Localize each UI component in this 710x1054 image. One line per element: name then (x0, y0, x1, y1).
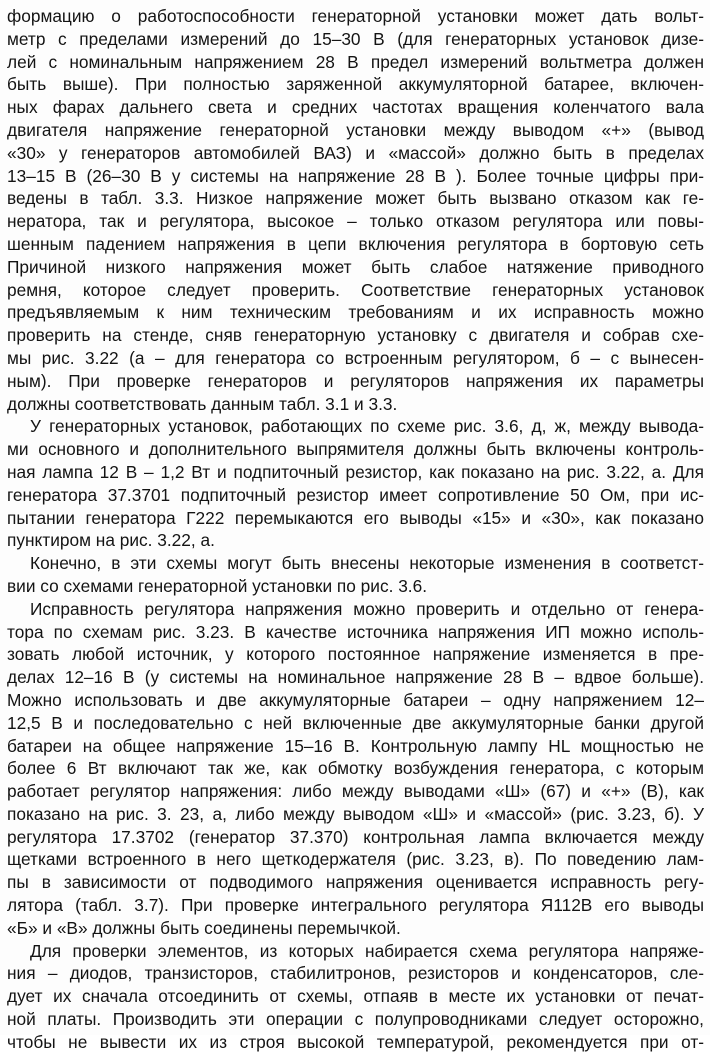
text-line: генератора 37.3701 подпиточный резистор имеет сопротивление 50 Ом, при ис- (7, 484, 704, 505)
paragraph (7, 5, 704, 415)
text-line: пы в зависимости от подводимого напряжения оценивается исправность регу- (7, 872, 704, 893)
text-line: делах 12–16 В (у системы на номинальное напряжение 28 В – вдвое больше). (7, 667, 704, 688)
text-line: 12,5 В и последовательно с ней включенные две аккумуляторные банки другой (7, 712, 704, 733)
text-line: метр с пределами измерений до 15–30 В (для генераторных установок дизе- (7, 28, 704, 49)
text-line: Исправность регулятора напряжения можно проверить и отдельно от генера- (30, 598, 704, 619)
text-line: Причиной низкого напряжения может быть слабое натяжение приводного (7, 256, 704, 277)
text-line: формацию о работоспособности генераторной установки может дать вольт- (7, 6, 704, 26)
text-line: чтобы не вывести их из строя высокой температурой, рекомендуется при от- (7, 1031, 704, 1052)
text-line: более 6 Вт включают так же, как обмотку возбуждения генератора, с которым (7, 758, 704, 779)
text-line: пунктиром на рис. 3.22, а. (7, 530, 215, 551)
paragraph (7, 552, 704, 598)
text-line: ния – диодов, транзисторов, стабилитронов, резисторов и конденсаторов, сле- (7, 963, 704, 984)
text-line: нератора, так и регулятора, высокое – только отказом регулятора или повы- (7, 211, 704, 232)
text-line: 13–15 В (26–30 В у системы на напряжение 28 В ). Более точные цифры при- (7, 165, 704, 186)
text-line: Можно использовать и две аккумуляторные батареи – одну напряжением 12– (7, 689, 704, 710)
text-line: ми основного и дополнительного выпрямителя должны быть включены контроль- (7, 439, 704, 460)
text-line: «30» у генераторов автомобилей ВАЗ) и «массой» должно быть в пределах (7, 142, 704, 163)
text-line: лей с номинальным напряжением 28 В предел измерений вольтметра должен (7, 51, 704, 72)
text-line: ведены в табл. 3.3. Низкое напряжение может быть вызвано отказом как ге- (7, 188, 704, 209)
text-line: «Б» и «В» должны быть соединены перемычкой. (7, 917, 401, 938)
text-line: Для проверки элементов, из которых набирается схема регулятора напряже- (30, 940, 704, 961)
text-line: предъявляемым к ним техническим требованиям и их исправность можно (7, 302, 704, 323)
text-line: мы рис. 3.22 (а – для генератора со встроенным регулятором, б – с вынесен- (7, 347, 704, 368)
text-line: регулятора 17.3702 (генератор 37.370) контрольная лампа включается между (7, 826, 704, 847)
text-line: быть выше). При полностью заряженной аккумуляторной батарее, включен- (7, 74, 704, 95)
text-line: зовать любой источник, у которого постоянное напряжение изменяется в пре- (7, 644, 704, 665)
text-line: ных фарах дальнего света и средних частотах вращения коленчатого вала (7, 97, 704, 118)
text-line: показано на рис. 3. 23, а, либо между выводом «Ш» и «массой» (рис. 3.23, б). У (7, 803, 704, 824)
text-line: ной платы. Производить эти операции с полупроводниками следует осторожно, (7, 1009, 704, 1030)
text-line: ным). При проверке генераторов и регуляторов напряжения их параметры (7, 370, 704, 391)
text-line: вии со схемами генераторной установки по рис. 3.6. (7, 575, 428, 596)
text-line: Конечно, в эти схемы могут быть внесены некоторые изменения в соответст- (30, 553, 704, 574)
text-line: щетками встроенного в него щеткодержателя (рис. 3.23, в). По поведению лам- (7, 849, 704, 870)
paragraph (7, 415, 704, 552)
text-line: пытании генератора Г222 перемыкаются его выводы «15» и «30», как показано (7, 507, 704, 528)
text-line: тора по схемам рис. 3.23. В качестве источника напряжения ИП можно исполь- (7, 621, 704, 642)
paragraph (7, 598, 704, 940)
text-line: шенным падением напряжения в цепи включения регулятора в бортовую сеть (7, 233, 704, 254)
text-line: работает регулятор напряжения: либо между выводами «Ш» (67) и «+» (В), как (7, 781, 704, 802)
text-line: батареи на общее напряжение 15–16 В. Контрольную лампу HL мощностью не (7, 735, 704, 756)
text-line: дует их сначала отсоединить от схемы, отпаяв в месте их установки от печат- (7, 986, 704, 1007)
text-line: У генераторных установок, работающих по схеме рис. 3.6, д, ж, между выводa- (30, 416, 704, 437)
text-line: двигателя напряжение генераторной установки между выводом «+» (вывод (7, 119, 704, 140)
text-body (7, 5, 704, 1054)
text-line: ремня, которое следует проверить. Соответствие генераторных установок (7, 279, 704, 300)
text-line: должны соответствовать данным табл. 3.1 и 3.3. (7, 393, 398, 414)
text-line: проверить на стенде, сняв генераторную установку с двигателя и собрав схе- (7, 325, 704, 346)
text-line: ная лампа 12 В – 1,2 Вт и подпиточный резистор, как показано на рис. 3.22, а. Для (7, 461, 704, 482)
paragraph (7, 940, 704, 1054)
text-line: лятора (табл. 3.7). При проверке интегрального регулятора Я112В его выводы (7, 895, 704, 916)
